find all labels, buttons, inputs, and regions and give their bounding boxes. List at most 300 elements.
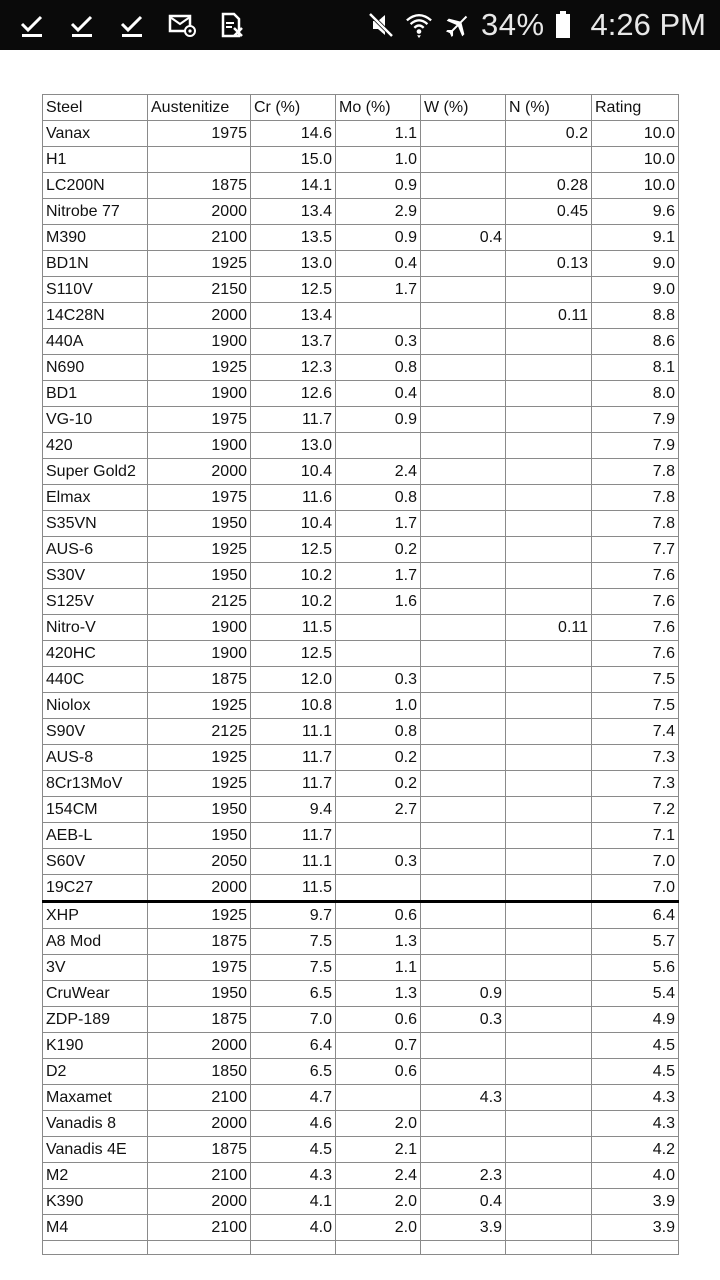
cell-austenitize: 2000 bbox=[148, 1111, 251, 1137]
cell-rating: 3.9 bbox=[592, 1215, 679, 1241]
cell-rating: 8.0 bbox=[592, 381, 679, 407]
cell-austenitize: 1875 bbox=[148, 1007, 251, 1033]
cell-mo bbox=[336, 875, 421, 902]
cell-mo bbox=[336, 303, 421, 329]
system-icons bbox=[367, 0, 706, 50]
cell-rating: 9.0 bbox=[592, 251, 679, 277]
table-row bbox=[43, 641, 679, 667]
download-done-icon bbox=[68, 11, 96, 39]
cell-austenitize: 1850 bbox=[148, 1059, 251, 1085]
cell-austenitize: 1975 bbox=[148, 485, 251, 511]
table-row bbox=[43, 929, 679, 955]
cell-cr: 6.4 bbox=[251, 1033, 336, 1059]
cell-austenitize: 1950 bbox=[148, 981, 251, 1007]
cell-w bbox=[421, 381, 506, 407]
cell-mo: 1.7 bbox=[336, 511, 421, 537]
cell-rating: 5.4 bbox=[592, 981, 679, 1007]
cell-mo: 0.8 bbox=[336, 485, 421, 511]
table-row bbox=[43, 981, 679, 1007]
cell-w: 4.3 bbox=[421, 1085, 506, 1111]
table-row bbox=[43, 277, 679, 303]
table-row bbox=[43, 199, 679, 225]
cell-rating: 7.3 bbox=[592, 771, 679, 797]
cell-steel: AEB-L bbox=[43, 823, 148, 849]
cell-austenitize: 1900 bbox=[148, 641, 251, 667]
cell-empty bbox=[336, 1241, 421, 1255]
cell-n bbox=[506, 589, 592, 615]
cell-n bbox=[506, 667, 592, 693]
cell-w bbox=[421, 615, 506, 641]
cell-austenitize: 1925 bbox=[148, 537, 251, 563]
cell-cr: 14.6 bbox=[251, 121, 336, 147]
cell-cr: 11.1 bbox=[251, 719, 336, 745]
cell-n bbox=[506, 1085, 592, 1111]
cell-n: 0.2 bbox=[506, 121, 592, 147]
cell-rating: 7.8 bbox=[592, 459, 679, 485]
cell-mo: 0.6 bbox=[336, 1007, 421, 1033]
cell-cr: 9.7 bbox=[251, 902, 336, 929]
cell-n bbox=[506, 771, 592, 797]
cell-rating: 7.1 bbox=[592, 823, 679, 849]
cell-mo: 0.3 bbox=[336, 329, 421, 355]
cell-rating: 7.9 bbox=[592, 433, 679, 459]
cell-n bbox=[506, 1033, 592, 1059]
table-row bbox=[43, 251, 679, 277]
cell-n: 0.45 bbox=[506, 199, 592, 225]
cell-w bbox=[421, 459, 506, 485]
cell-w bbox=[421, 199, 506, 225]
cell-rating: 9.1 bbox=[592, 225, 679, 251]
cell-mo: 0.2 bbox=[336, 771, 421, 797]
cell-steel: 440A bbox=[43, 329, 148, 355]
cell-w bbox=[421, 1033, 506, 1059]
cell-w bbox=[421, 745, 506, 771]
cell-w bbox=[421, 929, 506, 955]
cell-cr: 10.4 bbox=[251, 459, 336, 485]
table-row-partial bbox=[43, 1241, 679, 1255]
cell-steel: CruWear bbox=[43, 981, 148, 1007]
table-row bbox=[43, 797, 679, 823]
cell-w bbox=[421, 955, 506, 981]
cell-mo: 1.0 bbox=[336, 693, 421, 719]
header-w: W (%) bbox=[421, 95, 506, 121]
cell-n bbox=[506, 875, 592, 902]
cell-cr: 10.4 bbox=[251, 511, 336, 537]
cell-rating: 4.9 bbox=[592, 1007, 679, 1033]
cell-n bbox=[506, 485, 592, 511]
cell-w: 0.4 bbox=[421, 1189, 506, 1215]
cell-n bbox=[506, 849, 592, 875]
cell-empty bbox=[148, 1241, 251, 1255]
cell-rating: 9.0 bbox=[592, 277, 679, 303]
cell-cr: 11.7 bbox=[251, 823, 336, 849]
table-row bbox=[43, 719, 679, 745]
table-row bbox=[43, 511, 679, 537]
cell-n: 0.13 bbox=[506, 251, 592, 277]
cell-cr: 13.0 bbox=[251, 433, 336, 459]
cell-w bbox=[421, 667, 506, 693]
header-steel: Steel bbox=[43, 95, 148, 121]
cell-rating: 7.9 bbox=[592, 407, 679, 433]
cell-mo bbox=[336, 823, 421, 849]
cell-mo bbox=[336, 1085, 421, 1111]
table-row bbox=[43, 407, 679, 433]
cell-austenitize: 1875 bbox=[148, 1137, 251, 1163]
cell-steel: M4 bbox=[43, 1215, 148, 1241]
cell-mo: 0.3 bbox=[336, 667, 421, 693]
cell-n bbox=[506, 1007, 592, 1033]
cell-steel: K390 bbox=[43, 1189, 148, 1215]
cell-w bbox=[421, 303, 506, 329]
battery-percentage: 34% bbox=[481, 7, 545, 42]
cell-steel: A8 Mod bbox=[43, 929, 148, 955]
cell-austenitize: 1875 bbox=[148, 173, 251, 199]
cell-rating: 7.6 bbox=[592, 589, 679, 615]
table-row bbox=[43, 173, 679, 199]
cell-austenitize: 1925 bbox=[148, 355, 251, 381]
download-done-icon bbox=[118, 11, 146, 39]
cell-cr: 11.5 bbox=[251, 615, 336, 641]
cell-n: 0.11 bbox=[506, 615, 592, 641]
table-row bbox=[43, 329, 679, 355]
header-mo: Mo (%) bbox=[336, 95, 421, 121]
cell-austenitize: 2100 bbox=[148, 1163, 251, 1189]
cell-mo: 2.0 bbox=[336, 1111, 421, 1137]
cell-w bbox=[421, 251, 506, 277]
cell-rating: 7.8 bbox=[592, 485, 679, 511]
document-view[interactable] bbox=[0, 50, 720, 1280]
cell-cr: 4.7 bbox=[251, 1085, 336, 1111]
cell-rating: 7.8 bbox=[592, 511, 679, 537]
cell-austenitize bbox=[148, 147, 251, 173]
cell-steel: 440C bbox=[43, 667, 148, 693]
cell-mo: 1.7 bbox=[336, 277, 421, 303]
cell-cr: 4.0 bbox=[251, 1215, 336, 1241]
cell-cr: 7.0 bbox=[251, 1007, 336, 1033]
cell-steel: Nitrobe 77 bbox=[43, 199, 148, 225]
cell-n bbox=[506, 1189, 592, 1215]
cell-rating: 7.2 bbox=[592, 797, 679, 823]
cell-austenitize: 2100 bbox=[148, 1085, 251, 1111]
cell-cr: 4.6 bbox=[251, 1111, 336, 1137]
cell-austenitize: 1900 bbox=[148, 433, 251, 459]
cell-austenitize: 2000 bbox=[148, 1189, 251, 1215]
cell-n bbox=[506, 355, 592, 381]
table-row bbox=[43, 1007, 679, 1033]
cell-austenitize: 2000 bbox=[148, 1033, 251, 1059]
cell-n bbox=[506, 929, 592, 955]
cell-rating: 4.3 bbox=[592, 1111, 679, 1137]
cell-n bbox=[506, 955, 592, 981]
cell-w bbox=[421, 823, 506, 849]
cell-cr: 13.7 bbox=[251, 329, 336, 355]
cell-austenitize: 1950 bbox=[148, 797, 251, 823]
cell-mo: 0.3 bbox=[336, 849, 421, 875]
table-row bbox=[43, 902, 679, 929]
cell-steel: M390 bbox=[43, 225, 148, 251]
airplane-icon bbox=[443, 11, 471, 39]
cell-rating: 5.6 bbox=[592, 955, 679, 981]
cell-rating: 10.0 bbox=[592, 147, 679, 173]
cell-austenitize: 2125 bbox=[148, 719, 251, 745]
cell-n bbox=[506, 511, 592, 537]
cell-austenitize: 1925 bbox=[148, 771, 251, 797]
cell-mo: 1.0 bbox=[336, 147, 421, 173]
cell-steel: S60V bbox=[43, 849, 148, 875]
table-row bbox=[43, 355, 679, 381]
cell-steel: Vanadis 4E bbox=[43, 1137, 148, 1163]
cell-mo: 0.9 bbox=[336, 225, 421, 251]
cell-rating: 4.0 bbox=[592, 1163, 679, 1189]
cell-mo: 1.3 bbox=[336, 929, 421, 955]
cell-rating: 7.5 bbox=[592, 693, 679, 719]
cell-rating: 10.0 bbox=[592, 121, 679, 147]
cell-w bbox=[421, 797, 506, 823]
cell-rating: 9.6 bbox=[592, 199, 679, 225]
cell-w bbox=[421, 771, 506, 797]
table-body bbox=[43, 121, 679, 1255]
cell-rating: 7.4 bbox=[592, 719, 679, 745]
table-row bbox=[43, 433, 679, 459]
cell-rating: 7.5 bbox=[592, 667, 679, 693]
cell-austenitize: 1975 bbox=[148, 121, 251, 147]
cell-steel: M2 bbox=[43, 1163, 148, 1189]
cell-w bbox=[421, 433, 506, 459]
cell-w bbox=[421, 693, 506, 719]
cell-cr: 11.7 bbox=[251, 771, 336, 797]
cell-steel: 19C27 bbox=[43, 875, 148, 902]
table-row bbox=[43, 225, 679, 251]
cell-steel: S90V bbox=[43, 719, 148, 745]
download-done-icon bbox=[18, 11, 46, 39]
cell-cr: 10.2 bbox=[251, 563, 336, 589]
cell-steel: VG-10 bbox=[43, 407, 148, 433]
cell-cr: 11.7 bbox=[251, 745, 336, 771]
cell-rating: 5.7 bbox=[592, 929, 679, 955]
cell-n bbox=[506, 823, 592, 849]
cell-w bbox=[421, 407, 506, 433]
clock: 4:26 PM bbox=[590, 7, 706, 42]
table-row bbox=[43, 147, 679, 173]
cell-mo: 2.4 bbox=[336, 459, 421, 485]
cell-cr: 6.5 bbox=[251, 981, 336, 1007]
cell-rating: 4.5 bbox=[592, 1059, 679, 1085]
table-row bbox=[43, 381, 679, 407]
cell-mo: 1.1 bbox=[336, 955, 421, 981]
header-rating: Rating bbox=[592, 95, 679, 121]
cell-steel: LC200N bbox=[43, 173, 148, 199]
table-row bbox=[43, 589, 679, 615]
table-row bbox=[43, 745, 679, 771]
cell-cr: 12.5 bbox=[251, 537, 336, 563]
cell-w bbox=[421, 641, 506, 667]
cell-cr: 4.5 bbox=[251, 1137, 336, 1163]
cell-mo bbox=[336, 641, 421, 667]
cell-austenitize: 1975 bbox=[148, 407, 251, 433]
cell-mo: 0.7 bbox=[336, 1033, 421, 1059]
cell-mo: 2.7 bbox=[336, 797, 421, 823]
cell-n bbox=[506, 1111, 592, 1137]
cell-n: 0.28 bbox=[506, 173, 592, 199]
cell-w bbox=[421, 277, 506, 303]
cell-empty bbox=[43, 1241, 148, 1255]
cell-cr: 11.5 bbox=[251, 875, 336, 902]
cell-n bbox=[506, 433, 592, 459]
cell-steel: K190 bbox=[43, 1033, 148, 1059]
cell-n bbox=[506, 902, 592, 929]
cell-n: 0.11 bbox=[506, 303, 592, 329]
cell-steel: ZDP-189 bbox=[43, 1007, 148, 1033]
cell-steel: D2 bbox=[43, 1059, 148, 1085]
cell-rating: 4.3 bbox=[592, 1085, 679, 1111]
cell-empty bbox=[592, 1241, 679, 1255]
cell-cr: 4.1 bbox=[251, 1189, 336, 1215]
cell-rating: 7.0 bbox=[592, 849, 679, 875]
table-row bbox=[43, 875, 679, 902]
cell-n bbox=[506, 981, 592, 1007]
cell-w bbox=[421, 485, 506, 511]
wifi-icon bbox=[405, 11, 433, 39]
cell-cr: 11.1 bbox=[251, 849, 336, 875]
cell-cr: 11.6 bbox=[251, 485, 336, 511]
notification-icons bbox=[18, 0, 246, 50]
cell-w bbox=[421, 849, 506, 875]
cell-steel: Vanax bbox=[43, 121, 148, 147]
cell-w bbox=[421, 121, 506, 147]
cell-austenitize: 1925 bbox=[148, 693, 251, 719]
cell-mo: 0.4 bbox=[336, 381, 421, 407]
cell-w bbox=[421, 329, 506, 355]
email-notification-icon bbox=[168, 11, 196, 39]
cell-n bbox=[506, 277, 592, 303]
cell-cr: 4.3 bbox=[251, 1163, 336, 1189]
cell-cr: 11.7 bbox=[251, 407, 336, 433]
cell-austenitize: 2100 bbox=[148, 1215, 251, 1241]
cell-steel: S35VN bbox=[43, 511, 148, 537]
table-row bbox=[43, 303, 679, 329]
cell-rating: 3.9 bbox=[592, 1189, 679, 1215]
cell-austenitize: 1975 bbox=[148, 955, 251, 981]
cell-steel: S30V bbox=[43, 563, 148, 589]
cell-austenitize: 2100 bbox=[148, 225, 251, 251]
table-row bbox=[43, 1137, 679, 1163]
cell-cr: 9.4 bbox=[251, 797, 336, 823]
cell-mo: 2.0 bbox=[336, 1189, 421, 1215]
cell-w bbox=[421, 147, 506, 173]
table-row bbox=[43, 1111, 679, 1137]
cell-w bbox=[421, 537, 506, 563]
cell-w: 0.3 bbox=[421, 1007, 506, 1033]
cell-steel: Elmax bbox=[43, 485, 148, 511]
cell-mo: 1.1 bbox=[336, 121, 421, 147]
cell-n bbox=[506, 147, 592, 173]
table-row bbox=[43, 459, 679, 485]
table-row bbox=[43, 849, 679, 875]
cell-w bbox=[421, 1137, 506, 1163]
cell-cr: 13.5 bbox=[251, 225, 336, 251]
cell-n bbox=[506, 745, 592, 771]
cell-mo: 0.2 bbox=[336, 745, 421, 771]
cell-austenitize: 2150 bbox=[148, 277, 251, 303]
cell-steel: N690 bbox=[43, 355, 148, 381]
cell-cr: 10.8 bbox=[251, 693, 336, 719]
cell-cr: 12.3 bbox=[251, 355, 336, 381]
table-row bbox=[43, 667, 679, 693]
cell-steel: H1 bbox=[43, 147, 148, 173]
cell-n bbox=[506, 563, 592, 589]
cell-n bbox=[506, 381, 592, 407]
cell-rating: 10.0 bbox=[592, 173, 679, 199]
document-error-icon bbox=[218, 11, 246, 39]
cell-steel: AUS-6 bbox=[43, 537, 148, 563]
cell-n bbox=[506, 407, 592, 433]
cell-n bbox=[506, 1137, 592, 1163]
cell-w: 0.9 bbox=[421, 981, 506, 1007]
cell-steel: Niolox bbox=[43, 693, 148, 719]
cell-steel: S110V bbox=[43, 277, 148, 303]
status-bar bbox=[0, 0, 720, 50]
cell-austenitize: 2000 bbox=[148, 459, 251, 485]
cell-w bbox=[421, 875, 506, 902]
cell-steel: S125V bbox=[43, 589, 148, 615]
table-row bbox=[43, 1189, 679, 1215]
table-row bbox=[43, 121, 679, 147]
cell-steel: BD1 bbox=[43, 381, 148, 407]
cell-n bbox=[506, 1215, 592, 1241]
cell-cr: 12.0 bbox=[251, 667, 336, 693]
cell-austenitize: 1900 bbox=[148, 615, 251, 641]
cell-steel: BD1N bbox=[43, 251, 148, 277]
cell-n bbox=[506, 459, 592, 485]
cell-mo: 1.7 bbox=[336, 563, 421, 589]
cell-mo: 0.9 bbox=[336, 173, 421, 199]
table-row bbox=[43, 537, 679, 563]
table-row bbox=[43, 693, 679, 719]
cell-steel: 420HC bbox=[43, 641, 148, 667]
cell-w: 0.4 bbox=[421, 225, 506, 251]
cell-austenitize: 1950 bbox=[148, 823, 251, 849]
cell-rating: 7.3 bbox=[592, 745, 679, 771]
cell-cr: 12.5 bbox=[251, 277, 336, 303]
cell-steel: Super Gold2 bbox=[43, 459, 148, 485]
cell-n bbox=[506, 1163, 592, 1189]
cell-austenitize: 2000 bbox=[148, 199, 251, 225]
cell-austenitize: 2000 bbox=[148, 303, 251, 329]
table-row bbox=[43, 1215, 679, 1241]
cell-n bbox=[506, 1059, 592, 1085]
table-row bbox=[43, 1059, 679, 1085]
cell-cr: 6.5 bbox=[251, 1059, 336, 1085]
cell-mo: 1.6 bbox=[336, 589, 421, 615]
cell-n bbox=[506, 693, 592, 719]
cell-cr: 7.5 bbox=[251, 929, 336, 955]
cell-w: 3.9 bbox=[421, 1215, 506, 1241]
cell-cr: 12.6 bbox=[251, 381, 336, 407]
cell-rating: 7.7 bbox=[592, 537, 679, 563]
cell-austenitize: 1925 bbox=[148, 902, 251, 929]
cell-empty bbox=[251, 1241, 336, 1255]
table-row bbox=[43, 1033, 679, 1059]
cell-steel: 3V bbox=[43, 955, 148, 981]
table-row bbox=[43, 1085, 679, 1111]
cell-w bbox=[421, 902, 506, 929]
table-row bbox=[43, 1163, 679, 1189]
cell-austenitize: 2050 bbox=[148, 849, 251, 875]
cell-austenitize: 1875 bbox=[148, 667, 251, 693]
cell-cr: 13.4 bbox=[251, 199, 336, 225]
cell-mo: 0.8 bbox=[336, 719, 421, 745]
cell-austenitize: 1900 bbox=[148, 381, 251, 407]
